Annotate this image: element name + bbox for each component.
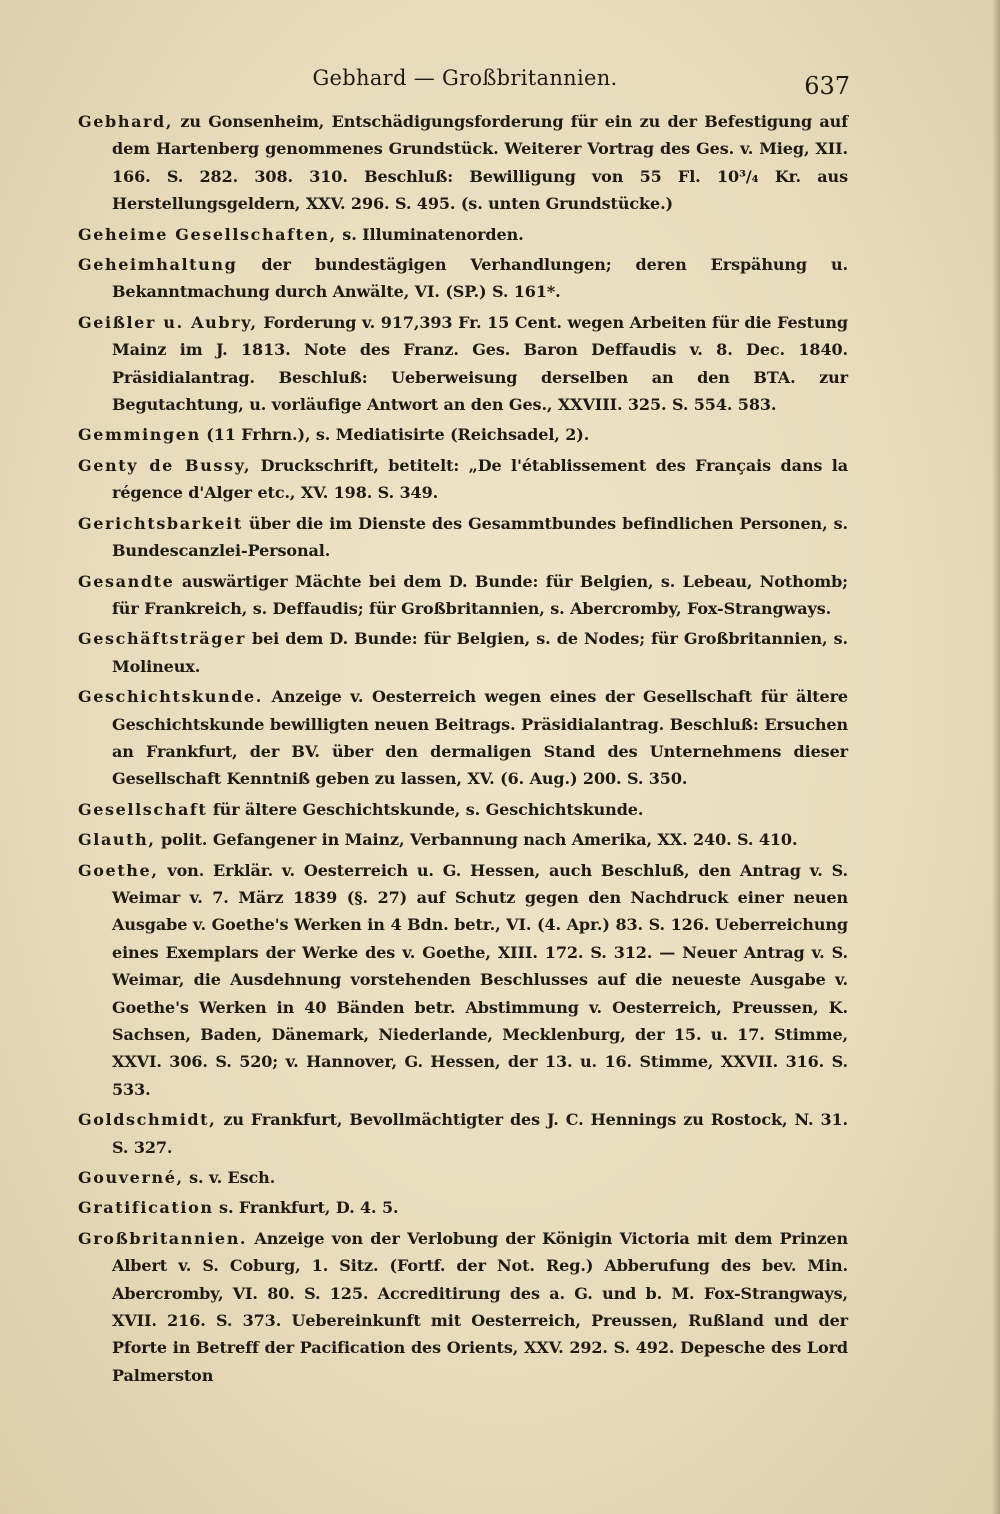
entry-body: (11 Frhrn.), s. Mediatisirte (Reichsadel, 2). (200, 425, 590, 445)
entry-head: Goldschmidt, (78, 1110, 217, 1130)
page-number: 637 (804, 72, 850, 100)
entry-body: Anzeige v. Oesterreich wegen eines der Gesellschaft für ältere Geschichtskunde bewilligten neuen Beitrags. Präsidialantrag. Beschluß: Ersuchen an Frankfurt, der BV. über den dermaligen Stand des Unternehmens dieser Gesellschaft Kenntniß geben zu lassen, XV. (6. Aug.) 200. S. 350. (112, 687, 848, 789)
entry-body: Forderung v. 917,393 Fr. 15 Cent. wegen Arbeiten für die Festung Mainz im J. 1813. Note des Franz. Ges. Baron Deffaudis v. 8. Dec. 1840. Präsidialantrag. Beschluß: Ueberweisung derselben an den BTA. zur Begutachtung, u. vorläufige Antwort an den Ges., XXVIII. 325. S. 554. 583. (112, 312, 848, 415)
entry-head: Gratification (78, 1198, 214, 1218)
index-entry-gemmingen (78, 421, 848, 448)
index-entry-goethe (78, 857, 848, 1104)
page-edge-shadow (992, 0, 1000, 1514)
entry-head: Glauth, (78, 830, 156, 850)
entry-body: zu Gonsenheim, Entschädigungsforderung für ein zu der Befestigung auf dem Hartenberg genommenes Grundstück. Weiterer Vortrag des Ges. v. Mieg, XII. 166. S. 282. 308. 310. Beschluß: Bewilligung von 55 Fl. 10³/₄ Kr. aus Herstellungsgeldern, XXV. 296. S. 495. (s. unten Grundstücke.) (112, 112, 848, 214)
entry-head: Gesellschaft (78, 799, 208, 819)
entry-head: Großbritannien. (78, 1228, 248, 1248)
index-entry-geheime-gesellschaften (78, 221, 848, 248)
index-entry-gesandte (78, 568, 848, 623)
entry-body: von. Erklär. v. Oesterreich u. G. Hessen, auch Beschluß, den Antrag v. S. Weimar v. 7. März 1839 (§. 27) auf Schutz gegen den Nachdruck einer neuen Ausgabe v. Goethe's Werken in 4 Bdn. betr., VI. (4. Apr.) 83. S. 126. Ueberreichung eines Exemplars der Werke des v. Goethe, XIII. 172. S. 312. — Neuer Antrag v. S. Weimar, die Ausdehnung vorstehenden Beschlusses auf die neueste Ausgabe v. Goethe's Werken in 40 Bänden betr. Abstimmung v. Oesterreich, Preussen, K. Sachsen, Baden, Dänemark, Niederlande, Mecklenburg, der 15. u. 17. Stimme, XXVI. 306. S. 520; v. Hannover, G. Hessen, der 13. u. 16. Stimme, XXVII. 316. S. 533. (112, 860, 848, 1099)
index-entries (78, 108, 848, 1392)
index-entry-goldschmidt (78, 1106, 848, 1161)
entry-body: über die im Dienste des Gesammtbundes befindlichen Personen, s. Bundescanzlei-Personal. (112, 513, 848, 561)
entry-body: Druckschrift, betitelt: „De l'établissement des Français dans la régence d'Alger etc., XV. 198. S. 349. (112, 455, 848, 503)
index-entry-gouverne (78, 1164, 848, 1191)
entry-body: für ältere Geschichtskunde, s. Geschichtskunde. (207, 799, 644, 819)
entry-head: Gebhard, (78, 112, 174, 131)
entry-body: zu Frankfurt, Bevollmächtigter des J. C. Hennings zu Rostock, N. 31. S. 327. (112, 1110, 848, 1157)
entry-head: Genty de Bussy, (78, 455, 252, 475)
index-entry-genty-de-bussy (78, 452, 848, 507)
entry-head: Geheime Gesellschaften, (78, 224, 337, 244)
index-entry-gratification (78, 1194, 848, 1221)
entry-body: s. v. Esch. (183, 1168, 276, 1188)
entry-head: Gemmingen (78, 425, 201, 445)
page-header (0, 66, 1000, 100)
entry-head: Goethe, (78, 860, 159, 880)
entry-body: bei dem D. Bunde: für Belgien, s. de Nodes; für Großbritannien, s. Molineux. (112, 629, 848, 676)
entry-head: Gerichtsbarkeit (78, 513, 243, 533)
entry-body: auswärtiger Mächte bei dem D. Bunde: für Belgien, s. Lebeau, Nothomb; für Frankreich, s. Deffaudis; für Großbritannien, s. Abercromby, Fox-Strangways. (112, 571, 848, 618)
index-entry-glauth (78, 826, 848, 853)
running-title: Gebhard — Großbritannien. (312, 66, 618, 90)
index-entry-geschichtskunde (78, 683, 848, 793)
entry-body: polit. Gefangener in Mainz, Verbannung nach Amerika, XX. 240. S. 410. (155, 830, 798, 850)
entry-head: Geißler u. Aubry, (78, 312, 258, 332)
index-entry-grossbritannien (78, 1225, 848, 1389)
entry-body: s. Frankfurt, D. 4. 5. (213, 1198, 399, 1218)
entry-head: Geschichtskunde. (78, 687, 263, 707)
index-entry-gebhard (78, 108, 848, 218)
entry-body: Anzeige von der Verlobung der Königin Victoria mit dem Prinzen Albert v. S. Coburg, 1. Sitz. (Fortf. der Not. Reg.) Abberufung des bev. Min. Abercromby, VI. 80. S. 125. Accreditirung des a. G. und b. M. Fox-Strangways, XVII. 216. S. 373. Uebereinkunft mit Oesterreich, Preussen, Rußland und der Pforte in Betreff der Pacification des Orients, XXV. 292. S. 492. Depesche des Lord Palmerston (112, 1228, 848, 1385)
index-entry-gerichtsbarkeit (78, 510, 848, 565)
entry-head: Geheimhaltung (78, 255, 238, 275)
entry-head: Gouverné, (78, 1168, 184, 1188)
index-entry-geheimhaltung (78, 251, 848, 306)
entry-body: s. Illuminatenorden. (336, 224, 524, 244)
entry-head: Geschäftsträger (78, 629, 246, 649)
index-entry-geschaeftstraeger (78, 625, 848, 680)
index-entry-geissler (78, 309, 848, 419)
entry-head: Gesandte (78, 571, 175, 591)
entry-body: der bundestägigen Verhandlungen; deren Erspähung u. Bekanntmachung durch Anwälte, VI. (SP.) S. 161*. (112, 255, 848, 302)
index-entry-gesellschaft (78, 796, 848, 823)
